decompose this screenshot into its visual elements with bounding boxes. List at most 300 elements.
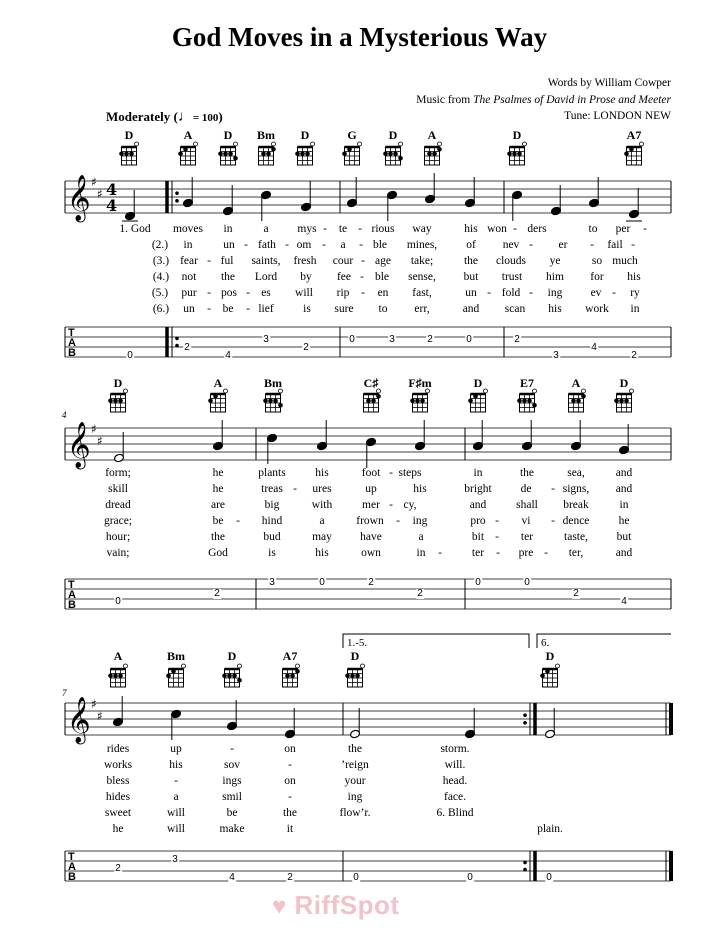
lyric-syllable: - [529,287,533,299]
tab-fret-number: 2 [631,350,637,361]
tab-fret-number: 3 [389,334,395,345]
time-signature: 4 [106,196,118,215]
chord-name: D [124,128,134,142]
lyric-syllable: on [284,743,296,755]
lyric-syllable: and [469,499,487,511]
note [619,424,630,455]
guitar-pick-icon: ♥ [272,893,287,920]
lyric-syllable: - [551,483,555,495]
tab-fret-number: 2 [214,588,220,599]
lyric-syllable: the [463,255,479,267]
lyric-syllable: up [170,743,182,755]
lyric-syllable: be [226,807,238,819]
tab-fret-number: 2 [514,334,520,345]
chord-diagram [507,142,526,165]
chord-name: Bm [264,376,282,390]
lyric-syllable: in [223,223,233,235]
note [545,708,556,739]
chord-name: D [227,649,237,663]
chord-diagram [425,142,442,165]
note [183,177,194,208]
chord-diagram [222,664,242,687]
chord-diagram [263,389,283,412]
chord-diagram [364,389,381,412]
lyric-syllable: steps [398,467,422,479]
tab-fret-number: 0 [466,334,472,345]
sharp-icon: ♯ [97,187,103,201]
lyric-syllable: clouds [495,255,527,267]
note [350,708,361,739]
lyric-syllable: the [519,467,535,479]
lyric-syllable: to [378,303,388,315]
lyric-syllable: in [619,499,629,511]
lyric-syllable: - [612,287,616,299]
lyric-syllable: ter [471,547,485,559]
lyric-syllable: the [282,807,298,819]
lyric-syllable: fath [258,239,276,251]
lyric-syllable: in [473,467,483,479]
lyric-syllable: hind [261,515,283,527]
lyric-syllable: - [288,791,292,803]
chord-diagram [166,664,185,687]
lyric-syllable: - [590,239,594,251]
lyric-syllable: - [288,759,292,771]
chord-name: A [183,128,193,142]
riffspot-logo: ♥ RiffSpot [272,890,400,920]
note [223,185,234,216]
lyric-syllable: won [487,223,507,235]
lyric-syllable: fast, [412,287,432,299]
lyric-syllable: (3.) [152,255,170,267]
lyric-syllable: - [496,547,500,559]
lyric-syllable: will [167,823,185,835]
sharp-icon: ♯ [91,175,97,189]
lyric-syllable: works [103,759,133,771]
lyric-syllable: - [551,515,555,527]
lyric-syllable: shall [516,499,538,511]
lyric-syllable: God [208,547,228,559]
note [285,708,296,739]
lyric-syllable: his [464,223,478,235]
lyric-syllable: for [590,271,604,283]
lyric-syllable: - [322,239,326,251]
chord-diagram [569,389,586,412]
lyric-syllable: to [588,223,598,235]
note [114,432,125,463]
lyric-syllable: take; [410,255,434,267]
lyric-syllable: but [616,531,632,543]
tab-label: B [68,599,76,611]
lyric-syllable: fresh [293,255,317,267]
lyric-syllable: ye [549,255,561,267]
lyric-syllable: - [361,287,365,299]
lyric-syllable: 6. Blind [436,807,474,819]
chord-name: A7 [626,128,642,142]
lyric-syllable: te [338,223,348,235]
chord-diagram [108,389,127,412]
chord-diagram [295,142,314,165]
sharp-icon: ♯ [97,709,103,723]
note [425,173,436,204]
note [213,420,224,451]
chord-diagram [345,664,364,687]
note [415,420,426,451]
lyric-syllable: are [210,499,226,511]
lyric-syllable: by [300,271,312,283]
lyric-syllable: but [463,271,479,283]
lyric-syllable: and [615,467,633,479]
note [227,700,238,731]
tab-label: T [68,327,75,339]
chord-diagram [108,664,127,687]
lyric-syllable: in [630,303,640,315]
treble-clef-icon: 𝄞 [67,697,91,743]
lyric-syllable: much [612,255,638,267]
lyric-syllable: ble [372,239,388,251]
note [522,420,533,451]
lyric-syllable: sea, [567,467,585,479]
tab-fret-number: 4 [591,342,597,353]
lyric-syllable: - [396,515,400,527]
chord-name: Bm [257,128,275,142]
lyric-syllable: bless [106,775,130,787]
chord-name: D [300,128,310,142]
lyric-syllable: om [296,239,312,251]
lyric-syllable: cour [332,255,354,267]
lyric-syllable: pur [181,287,197,299]
chord-name: A7 [282,649,298,663]
lyric-syllable: - [246,287,250,299]
chord-diagram [178,142,197,165]
tab-fret-number: 3 [263,334,269,345]
lyric-syllable: is [303,303,311,315]
lyric-syllable: en [377,287,389,299]
lyric-syllable: sweet [104,807,132,819]
lyric-syllable: so [591,255,603,267]
lyric-syllable: hides [105,791,131,803]
lyric-syllable: - [513,223,517,235]
tab-fret-number: 4 [225,350,231,361]
lyric-syllable: - [207,255,211,267]
lyric-syllable: fear [180,255,198,267]
lyric-syllable: mer [362,499,380,511]
lyric-syllable: (4.) [152,271,170,283]
note [571,420,582,451]
lyric-syllable: - [389,467,393,479]
first-ending-bracket [343,634,529,648]
lyric-syllable: nev [502,239,520,251]
tab-fret-number: 2 [115,863,121,874]
tab-label: A [68,337,76,349]
lyric-syllable: pro [470,515,486,527]
lyric-syllable: have [360,531,382,543]
note [301,181,312,212]
lyric-syllable: cy, [403,499,417,511]
lyric-syllable: - [529,239,533,251]
lyric-syllable: - [495,531,499,543]
chord-name: D [113,376,123,390]
lyric-syllable: - [236,515,240,527]
lyric-syllable: with [311,499,333,511]
lyric-syllable: sov [224,759,240,771]
lyric-syllable: and [615,483,633,495]
tab-label: T [68,851,75,863]
lyric-syllable: - [359,239,363,251]
chord-name: D [545,649,555,663]
tab-fret-number: 0 [115,596,121,607]
lyric-syllable: own [361,547,381,559]
lyric-syllable: - [389,499,393,511]
lyric-syllable: ev [590,287,602,299]
lyric-syllable: way [412,223,432,235]
lyric-syllable: saints, [251,255,281,267]
chord-diagram [468,389,487,412]
chord-diagram [410,389,429,412]
sharp-icon: ♯ [91,697,97,711]
tab-fret-number: 0 [467,872,473,883]
lyric-syllable: - [487,287,491,299]
chord-diagram [259,142,276,165]
lyric-syllable: sure [334,303,354,315]
lyric-syllable: be [212,515,224,527]
tempo-marking: Moderately (♩= 100) [106,109,223,125]
chord-diagram [614,389,633,412]
lyric-syllable: - [230,743,234,755]
lyric-syllable: ter, [568,547,584,559]
tab-fret-number: 0 [524,577,530,588]
lyric-syllable: hour; [105,531,131,543]
tab-fret-number: 0 [319,577,325,588]
lyric-syllable: ing [347,791,363,803]
lyric-syllable: up [365,483,377,495]
lyric-syllable: frown [356,515,384,527]
tab-fret-number: 3 [269,577,275,588]
lyric-syllable: treas [261,483,283,495]
lyric-syllable: pos [221,287,237,299]
lyric-syllable: a [418,531,424,543]
lyric-syllable: ’reign [341,759,369,771]
lyric-syllable: the [347,743,363,755]
note [465,177,476,208]
note [473,420,484,451]
lyric-syllable: will [295,287,313,299]
tab-fret-number: 0 [475,577,481,588]
chord-name: E7 [519,376,535,390]
lyric-syllable: - [293,483,297,495]
lyric-syllable: his [627,271,641,283]
lyric-syllable: your [344,775,366,787]
lyric-syllable: - [544,547,548,559]
lyric-syllable: he [112,823,124,835]
tab-label: B [68,871,76,883]
lyric-syllable: plain. [537,823,563,835]
note [465,708,476,739]
lyric-syllable: scan [504,303,526,315]
lyric-syllable: ures [312,483,332,495]
lyric-syllable: his [315,467,329,479]
lyric-syllable: 1. God [119,223,151,235]
lyric-syllable: it [286,823,294,835]
lyric-syllable: head. [442,775,468,787]
note [589,177,600,208]
lyric-syllable: - [246,303,250,315]
lyric-syllable: rides [106,743,130,755]
tab-fret-number: 2 [368,577,374,588]
note [366,437,377,468]
tab-fret-number: 4 [229,872,235,883]
lyric-syllable: not [181,271,197,283]
lyric-syllable: fold [501,287,521,299]
chord-name: D [350,649,360,663]
lyric-syllable: a [173,791,179,803]
chord-diagram [218,142,238,165]
words-credit: Words by William Cowper [547,77,671,89]
lyric-syllable: in [183,239,193,251]
lyric-syllable: ders [527,223,547,235]
lyric-syllable: - [207,287,211,299]
lyric-syllable: will [167,807,185,819]
tab-fret-number: 0 [546,872,552,883]
lyric-syllable: - [643,223,647,235]
tab-label: A [68,589,76,601]
lyric-syllable: of [466,239,476,251]
lyric-syllable: ings [222,775,242,787]
note [347,177,358,208]
tab-fret-number: 4 [621,596,627,607]
lyric-syllable: sense, [408,271,436,283]
chord-diagram [383,142,403,165]
lyric-syllable: plants [258,467,286,479]
chord-diagram [540,664,559,687]
lyric-syllable: er [558,239,568,251]
lyric-syllable: ing [547,287,563,299]
lyric-syllable: break [563,499,589,511]
lyric-syllable: lief [258,303,274,315]
lyric-syllable: Lord [254,271,278,283]
tab-fret-number: 0 [349,334,355,345]
lyric-syllable: on [284,775,296,787]
tab-label: T [68,579,75,591]
tab-fret-number: 2 [573,588,579,599]
lyric-syllable: err, [414,303,430,315]
song-title: God Moves in a Mysterious Way [171,22,548,52]
chord-name: D [223,128,233,142]
measure-number: 7 [62,688,67,698]
lyric-syllable: dence [562,515,590,527]
treble-clef-icon: 𝄞 [67,422,91,468]
chord-name: A [571,376,581,390]
chord-diagram [283,664,300,687]
note [267,433,278,464]
lyric-syllable: - [631,239,635,251]
lyric-syllable: his [315,547,329,559]
lyric-syllable: - [361,255,365,267]
chord-diagram [208,389,227,412]
lyric-syllable: a [340,239,346,251]
lyric-syllable: skill [108,483,128,495]
sharp-icon: ♯ [97,434,103,448]
music-credit: Music from The Psalmes of David in Prose and Meeter [416,94,671,106]
lyric-syllable: signs, [562,483,590,495]
chord-diagram [342,142,361,165]
lyric-syllable: bright [464,483,492,495]
lyric-syllable: - [438,547,442,559]
lyric-syllable: and [615,547,633,559]
tab-fret-number: 0 [127,350,133,361]
tab-label: A [68,861,76,873]
lyric-syllable: he [618,515,630,527]
lyric-syllable: ble [374,271,390,283]
lyric-syllable: and [462,303,480,315]
chord-name: D [512,128,522,142]
lyric-syllable: a [263,223,269,235]
second-ending-bracket [537,634,671,648]
lyric-syllable: is [268,547,276,559]
lyric-syllable: per [615,223,631,235]
chord-diagram [119,142,138,165]
lyric-syllable: make [219,823,245,835]
lyric-syllable: - [495,515,499,527]
lyric-syllable: fail [607,239,623,251]
lyric-syllable: dread [105,499,131,511]
lyric-syllable: form; [105,467,131,479]
chord-name: F♯m [408,376,432,390]
lyric-syllable: vain; [106,547,130,559]
lyric-syllable: es [261,287,271,299]
lyric-syllable: flow’r. [339,807,371,819]
tab-fret-number: 2 [184,342,190,353]
lyric-syllable: un [465,287,477,299]
tab-label: B [68,347,76,359]
chord-diagram [624,142,643,165]
tune-credit: Tune: LONDON NEW [564,110,671,122]
lyric-syllable: trust [501,271,523,283]
note [626,188,642,221]
lyric-syllable: in [416,547,426,559]
lyric-syllable: un [223,239,235,251]
lyric-syllable: his [413,483,427,495]
lyric-syllable: storm. [440,743,470,755]
lyric-syllable: (2.) [151,239,169,251]
lyric-syllable: ter [520,531,534,543]
chord-name: A [427,128,437,142]
lyric-syllable: - [323,223,327,235]
lyric-syllable: age [375,255,391,267]
measure-number: 4 [62,410,67,420]
treble-clef-icon: 𝄞 [67,175,91,221]
lyric-syllable: the [210,531,226,543]
tab-fret-number: 2 [427,334,433,345]
note [122,190,138,221]
lyric-syllable: he [212,483,224,495]
lyric-syllable: foot [361,467,381,479]
lyric-syllable: rip [336,287,350,299]
lyric-syllable: smil [222,791,242,803]
tab-fret-number: 2 [287,872,293,883]
lyric-syllable: the [220,271,236,283]
lyric-syllable: big [264,499,280,511]
chord-name: D [473,376,483,390]
lyric-syllable: rious [371,223,395,235]
lyric-syllable: - [358,223,362,235]
lyric-syllable: his [169,759,183,771]
note [317,420,328,451]
chord-name: D [388,128,398,142]
note [512,190,523,221]
tab-fret-number: 3 [553,350,559,361]
lyric-syllable: ry [630,287,640,299]
lyric-syllable: - [244,239,248,251]
